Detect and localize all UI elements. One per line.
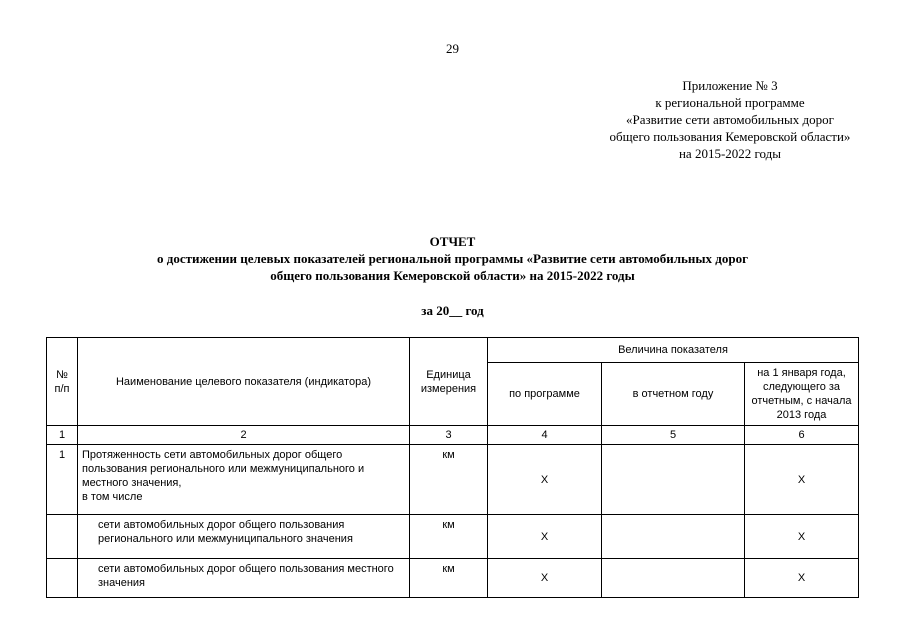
header-row [47, 338, 859, 363]
report-subtitle: о достижении целевых показателей региональной программы «Развитие сети автомобильных дорог [157, 251, 748, 266]
appendix-line: «Развитие сети автомобильных дорог [626, 112, 834, 127]
row-name [78, 445, 410, 515]
row-name-suffix: в том числе [82, 491, 143, 503]
column-number: 6 [745, 426, 859, 445]
report-heading [0, 233, 905, 284]
report-subtitle: общего пользования Кемеровской области» на 2015-2022 годы [270, 268, 635, 283]
column-number: 3 [410, 426, 488, 445]
column-numbers-row [47, 426, 859, 445]
appendix-header [560, 77, 900, 162]
header-name: Наименование целевого показателя (индикатора) [78, 338, 410, 426]
table-row [47, 445, 859, 515]
row-unit: км [410, 445, 488, 515]
appendix-line: на 2015-2022 годы [678, 146, 782, 161]
header-cumulative: на 1 января года, следующего за отчетным, с начала 2013 года [745, 363, 859, 426]
table-row [47, 559, 859, 598]
row-in-report-year [602, 445, 745, 515]
appendix-line: Приложение № 3 [682, 78, 778, 93]
row-by-program: Х [488, 515, 602, 559]
row-by-program: Х [488, 559, 602, 598]
row-by-program: Х [488, 445, 602, 515]
column-number: 5 [602, 426, 745, 445]
row-unit: км [410, 559, 488, 598]
row-unit: км [410, 515, 488, 559]
column-number: 4 [488, 426, 602, 445]
row-name: сети автомобильных дорог общего пользования местного значения [78, 559, 410, 598]
table-row [47, 515, 859, 559]
indicators-table [46, 337, 859, 598]
row-cumulative: Х [745, 515, 859, 559]
column-number: 2 [78, 426, 410, 445]
header-value-group: Величина показателя [488, 338, 859, 363]
row-name-text: Протяженность сети автомобильных дорог общего пользования регионального или межмуниципального и местного значения, [82, 449, 365, 489]
column-number: 1 [47, 426, 78, 445]
page-number: 29 [446, 41, 459, 56]
report-title: ОТЧЕТ [429, 234, 476, 249]
row-cumulative: Х [745, 445, 859, 515]
appendix-line: общего пользования Кемеровской области» [609, 129, 851, 144]
appendix-line: к региональной программе [655, 95, 805, 110]
row-num: 1 [47, 445, 78, 515]
row-in-report-year [602, 559, 745, 598]
row-in-report-year [602, 515, 745, 559]
row-cumulative: Х [745, 559, 859, 598]
header-by-program: по программе [488, 363, 602, 426]
header-in-report-year: в отчетном году [602, 363, 745, 426]
header-unit: Единица измерения [410, 338, 488, 426]
report-period: за 20__ год [421, 303, 484, 318]
row-num [47, 515, 78, 559]
row-num [47, 559, 78, 598]
header-num: № п/п [47, 338, 78, 426]
row-name: сети автомобильных дорог общего пользования регионального или межмуниципального значения [78, 515, 410, 559]
